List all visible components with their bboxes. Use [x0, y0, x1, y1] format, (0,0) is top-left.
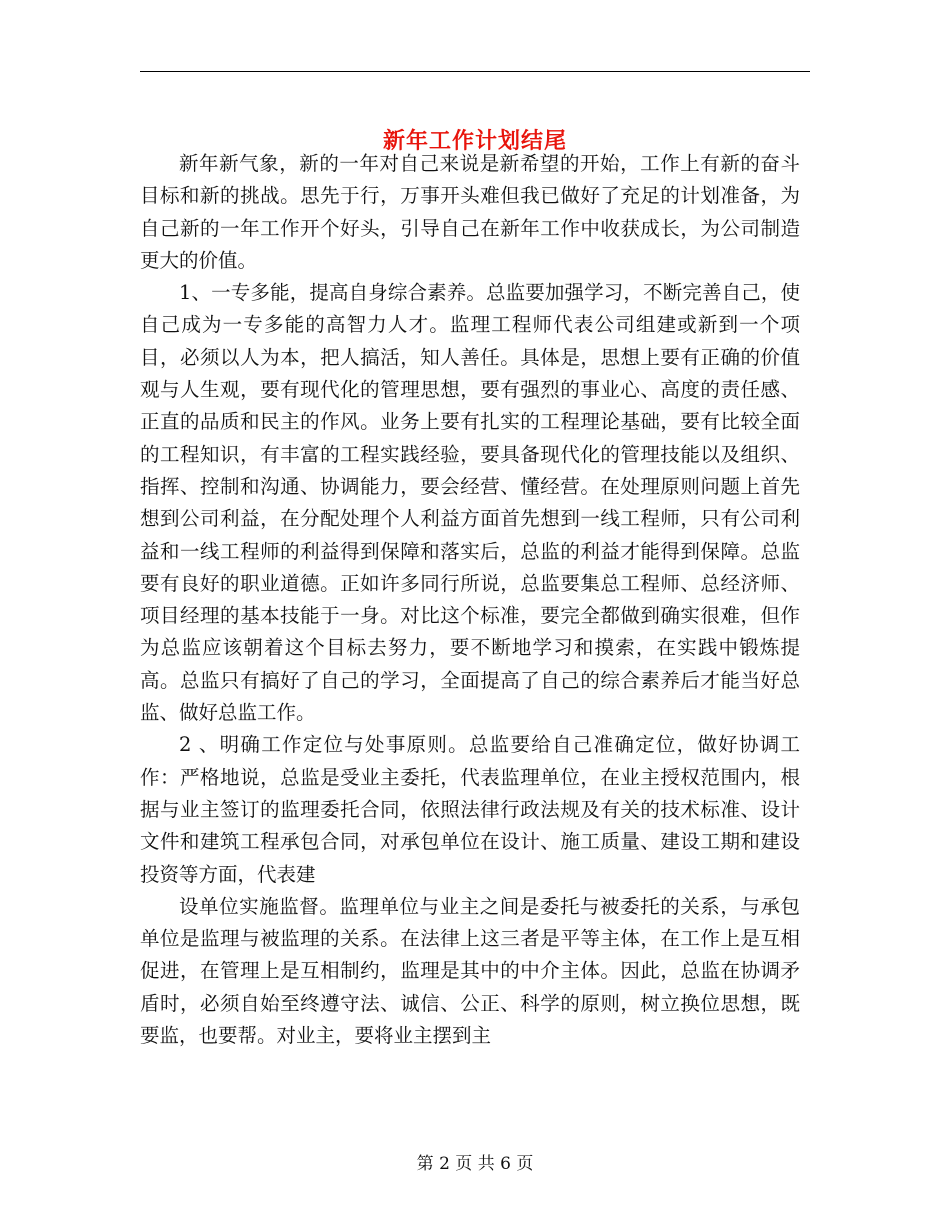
paragraph-intro: 新年新气象，新的一年对自己来说是新希望的开始，工作上有新的奋斗目标和新的挑战。思先于行，万事开头难但我已做好了充足的计划准备，为自己新的一年工作开个好头，引导自己在新年工作中收获成长，为公司制造更大的价值。 — [140, 152, 800, 272]
header-rule — [140, 71, 810, 72]
document-body — [140, 148, 800, 1052]
document-title: 新年工作计划结尾 — [382, 127, 567, 154]
paragraph-point-1: 1、一专多能，提高自身综合素养。总监要加强学习，不断完善自己，使自己成为一专多能的高智力人才。监理工程师代表公司组建或新到一个项目，必须以人为本，把人搞活，知人善任。具体是，思想上要有正确的价值观与人生观，要有现代化的管理思想，要有强烈的事业心、高度的责任感、正直的品质和民主的作风。业务上要有扎实的工程理论基础，要有比较全面的工程知识，有丰富的工程实践经验，要具备现代化的管理技能以及组织、指挥、控制和沟通、协调能力，要会经营、懂经营。在处理原则问题上首先想到公司利益，在分配处理个人利益方面首先想到一线工程师，只有公司利益和一线工程师的利益得到保障和落实后，总监的利益才能得到保障。总监要有良好的职业道德。正如许多同行所说，总监要集总工程师、总经济师、项目经理的基本技能于一身。对比这个标准，要完全都做到确实很难，但作为总监应该朝着这个目标去努力，要不断地学习和摸索，在实践中锻炼提高。总监只有搞好了自己的学习，全面提高了自己的综合素养后才能当好总监、做好总监工作。 — [140, 281, 800, 725]
page-number-footer: 第 2 页 共 6 页 — [416, 1154, 534, 1174]
paragraph-point-2: 2 、明确工作定位与处事原则。总监要给自己准确定位，做好协调工作：严格地说，总监是受业主委托，代表监理单位，在业主授权范围内，根据与业主签订的监理委托合同，依照法律行政法规及有关的技术标准、设计文件和建筑工程承包合同，对承包单位在设计、施工质量、建设工期和建设投资等方面，代表建 — [140, 733, 800, 886]
paragraph-continuation: 设单位实施监督。监理单位与业主之间是委托与被委托的关系，与承包单位是监理与被监理的关系。在法律上这三者是平等主体，在工作上是互相促进，在管理上是互相制约，监理是其中的中介主体。因此，总监在协调矛盾时，必须自始至终遵守法、诚信、公正、科学的原则，树立换位思想，既要监，也要帮。对业主，要将业主摆到主 — [140, 894, 800, 1048]
